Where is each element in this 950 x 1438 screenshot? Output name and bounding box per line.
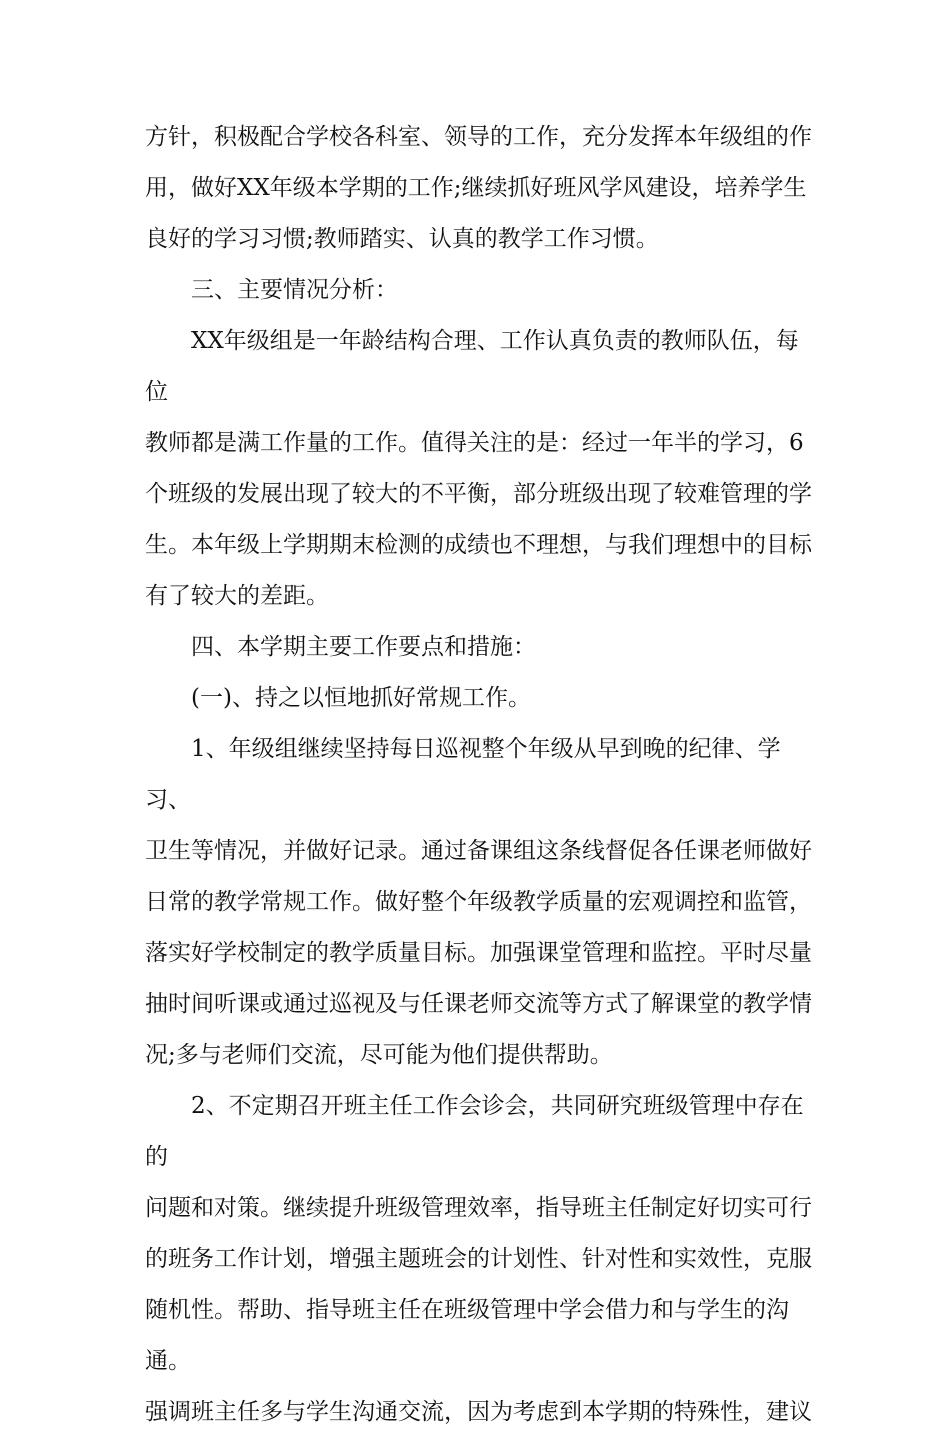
paragraph-analysis bbox=[145, 316, 815, 622]
text-line: 方针，积极配合学校各科室、领导的工作，充分发挥本年级组的作 bbox=[145, 124, 812, 150]
text-line: XX年级组是一年龄结构合理、工作认真负责的教师队伍，每位 bbox=[145, 328, 799, 405]
text-line: 问题和对策。继续提升班级管理效率，指导班主任制定好切实可行 bbox=[145, 1195, 812, 1221]
paragraph-continuation bbox=[145, 112, 815, 265]
text-line: 的班务工作计划，增强主题班会的计划性、针对性和实效性，克服 bbox=[145, 1246, 812, 1272]
text-line: 抽时间听课或通过巡视及与任课老师交流等方式了解课堂的教学情 bbox=[145, 991, 812, 1017]
text-line: 1、年级组继续坚持每日巡视整个年级从早到晚的纪律、学习、 bbox=[145, 736, 781, 813]
text-line: 2、不定期召开班主任工作会诊会，共同研究班级管理中存在的 bbox=[145, 1093, 804, 1170]
text-line: 个班级的发展出现了较大的不平衡，部分班级出现了较难管理的学 bbox=[145, 481, 812, 507]
document-body bbox=[145, 112, 815, 1438]
text-line: 卫生等情况，并做好记录。通过备课组这条线督促各任课老师做好 bbox=[145, 838, 812, 864]
section-heading-3 bbox=[145, 265, 815, 316]
text-line: 四、本学期主要工作要点和措施： bbox=[145, 634, 536, 660]
text-line: 况;多与老师们交流，尽可能为他们提供帮助。 bbox=[145, 1042, 613, 1068]
text-line: 教师都是满工作量的工作。值得关注的是：经过一年半的学习，6 bbox=[145, 430, 804, 456]
text-line: 生。本年级上学期期末检测的成绩也不理想，与我们理想中的目标 bbox=[145, 532, 812, 558]
text-line: 有了较大的差距。 bbox=[145, 583, 329, 609]
section-heading-4 bbox=[145, 622, 815, 673]
text-line: 日常的教学常规工作。做好整个年级教学质量的宏观调控和监管， bbox=[145, 889, 812, 915]
paragraph-item-1 bbox=[145, 724, 815, 1081]
text-line: 用，做好XX年级本学期的工作;继续抓好班风学风建设，培养学生 bbox=[145, 175, 807, 201]
subsection-heading-1 bbox=[145, 673, 815, 724]
text-line: (一)、持之以恒地抓好常规工作。 bbox=[145, 685, 531, 711]
text-line: 强调班主任多与学生沟通交流，因为考虑到本学期的特殊性，建议 bbox=[145, 1399, 812, 1425]
text-line: 良好的学习习惯;教师踏实、认真的教学工作习惯。 bbox=[145, 226, 659, 252]
text-line: 落实好学校制定的教学质量目标。加强课堂管理和监控。平时尽量 bbox=[145, 940, 812, 966]
paragraph-item-2 bbox=[145, 1081, 815, 1438]
text-line: 随机性。帮助、指导班主任在班级管理中学会借力和与学生的沟通。 bbox=[145, 1297, 789, 1374]
text-line: 三、主要情况分析： bbox=[145, 277, 398, 303]
